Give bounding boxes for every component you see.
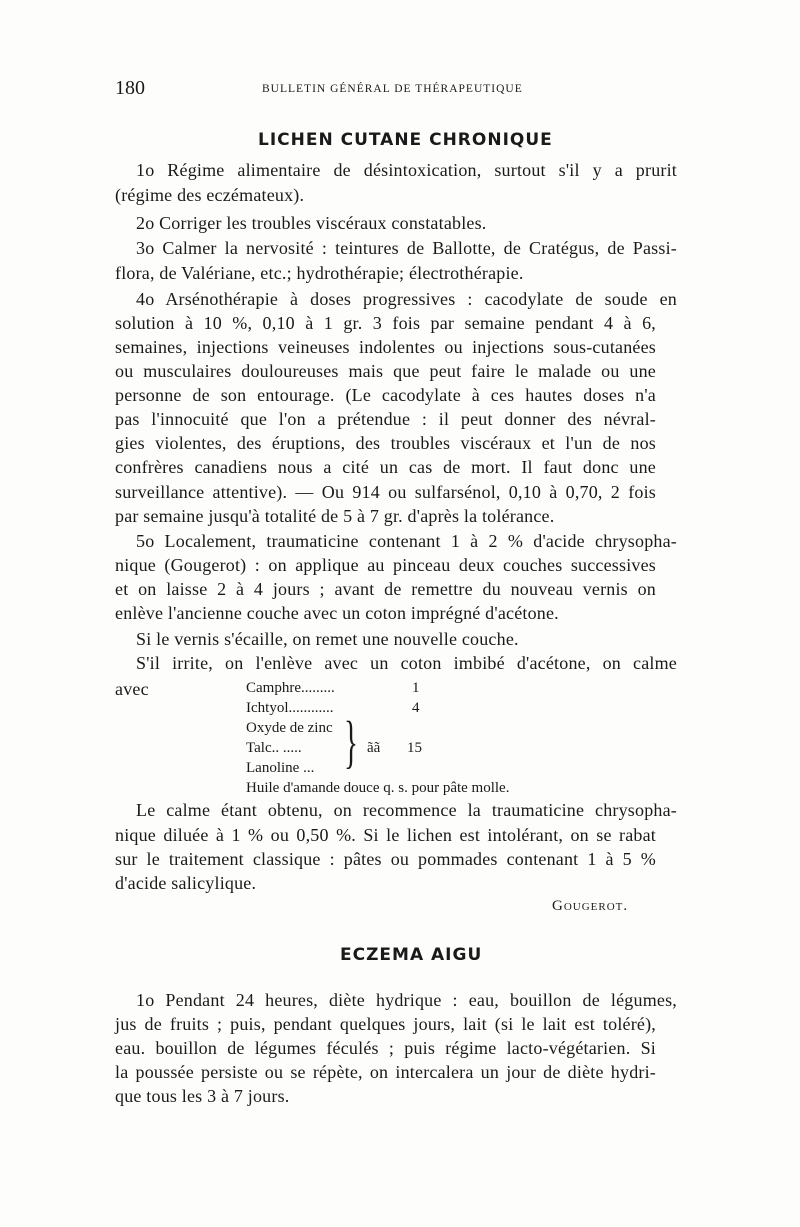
formula-qty-camphre: 1 xyxy=(412,680,420,696)
author-signature: Gougerot. xyxy=(552,898,629,914)
lichen-after-line: sur le traitement classique : pâtes ou pommades contenant 1 à 5 % xyxy=(115,849,656,869)
eczema-line: eau. bouillon de légumes féculés ; puis régime lacto-végétarien. Si xyxy=(115,1038,656,1058)
formula-qty-ichtyol: 4 xyxy=(412,700,420,716)
lichen-line: par semaine jusqu'à totalité de 5 à 7 gr. d'après la tolérance. xyxy=(115,506,555,526)
lichen-line: solution à 10 %, 0,10 à 1 gr. 3 fois par semaine pendant 4 à 6, xyxy=(115,313,656,333)
lichen-line: semaines, injections veineuses indolentes ou injections sous-cutanées xyxy=(115,337,656,357)
formula-aa-qty: 15 xyxy=(407,740,422,756)
formula-aa-label: ãã xyxy=(367,740,381,756)
formula-item-talc: Talc.. ..... xyxy=(246,740,302,756)
lichen-line: avec xyxy=(115,679,149,699)
eczema-line: la poussée persiste ou se répète, on intercalera un jour de diète hydri- xyxy=(115,1062,656,1082)
formula-item-camphre: Camphre......... xyxy=(246,680,335,696)
lichen-line: surveillance attentive). — Ou 914 ou sulfarsénol, 0,10 à 0,70, 2 fois xyxy=(115,482,656,502)
lichen-line: pas l'innocuité que l'on a prétendue : il peut donner des névral- xyxy=(115,409,656,429)
lichen-line: S'il irrite, on l'enlève avec un coton imbibé d'acétone, on calme xyxy=(136,653,677,673)
formula-item-oxyde: Oxyde de zinc xyxy=(246,720,333,736)
lichen-line: confrères canadiens nous a cité un cas de mort. Il faut donc une xyxy=(115,457,656,477)
section-title-eczema: ECZEMA AIGU xyxy=(340,945,483,965)
lichen-line: gies violentes, des éruptions, des troubles viscéraux et l'un de nos xyxy=(115,433,656,453)
lichen-line: 3o Calmer la nervosité : teintures de Ballotte, de Cratégus, de Passi- xyxy=(136,238,677,258)
lichen-line: enlève l'ancienne couche avec un coton imprégné d'acétone. xyxy=(115,603,559,623)
formula-item-ichtyol: Ichtyol............ xyxy=(246,700,334,716)
lichen-line: 5o Localement, traumaticine contenant 1 à 2 % d'acide chrysopha- xyxy=(136,531,677,551)
lichen-after-line: Le calme étant obtenu, on recommence la traumaticine chrysopha- xyxy=(136,800,677,820)
lichen-line: personne de son entourage. (Le cacodylate à ces hautes doses n'a xyxy=(115,385,656,405)
lichen-line: flora, de Valériane, etc.; hydrothérapie; électrothérapie. xyxy=(115,263,524,283)
lichen-line: ou musculaires douloureuses mais que peut faire le malade ou une xyxy=(115,361,656,381)
eczema-line: jus de fruits ; puis, pendant quelques jours, lait (si le lait est toléré), xyxy=(115,1014,656,1034)
lichen-line: nique (Gougerot) : on applique au pinceau deux couches successives xyxy=(115,555,656,575)
lichen-line: 1o Régime alimentaire de désintoxication, surtout s'il y a prurit xyxy=(136,160,677,180)
lichen-line: (régime des eczémateux). xyxy=(115,185,305,205)
formula-last-line: Huile d'amande douce q. s. pour pâte molle. xyxy=(246,780,510,796)
lichen-after-line: d'acide salicylique. xyxy=(115,873,257,893)
section-title-lichen: LICHEN CUTANE CHRONIQUE xyxy=(258,130,553,150)
lichen-line: et on laisse 2 à 4 jours ; avant de remettre du nouveau vernis on xyxy=(115,579,656,599)
formula-item-lanoline: Lanoline ... xyxy=(246,760,315,776)
eczema-line: que tous les 3 à 7 jours. xyxy=(115,1086,290,1106)
lichen-line: Si le vernis s'écaille, on remet une nouvelle couche. xyxy=(136,629,519,649)
lichen-line: 2o Corriger les troubles viscéraux constatables. xyxy=(136,213,487,233)
formula-brace: } xyxy=(344,709,358,774)
running-title: BULLETIN GÉNÉRAL DE THÉRAPEUTIQUE xyxy=(262,83,523,95)
page-number: 180 xyxy=(115,77,145,99)
lichen-line: 4o Arsénothérapie à doses progressives : cacodylate de soude en xyxy=(136,289,677,309)
lichen-after-line: nique diluée à 1 % ou 0,50 %. Si le lichen est intolérant, on se rabat xyxy=(115,825,656,845)
eczema-line: 1o Pendant 24 heures, diète hydrique : eau, bouillon de légumes, xyxy=(136,990,677,1010)
